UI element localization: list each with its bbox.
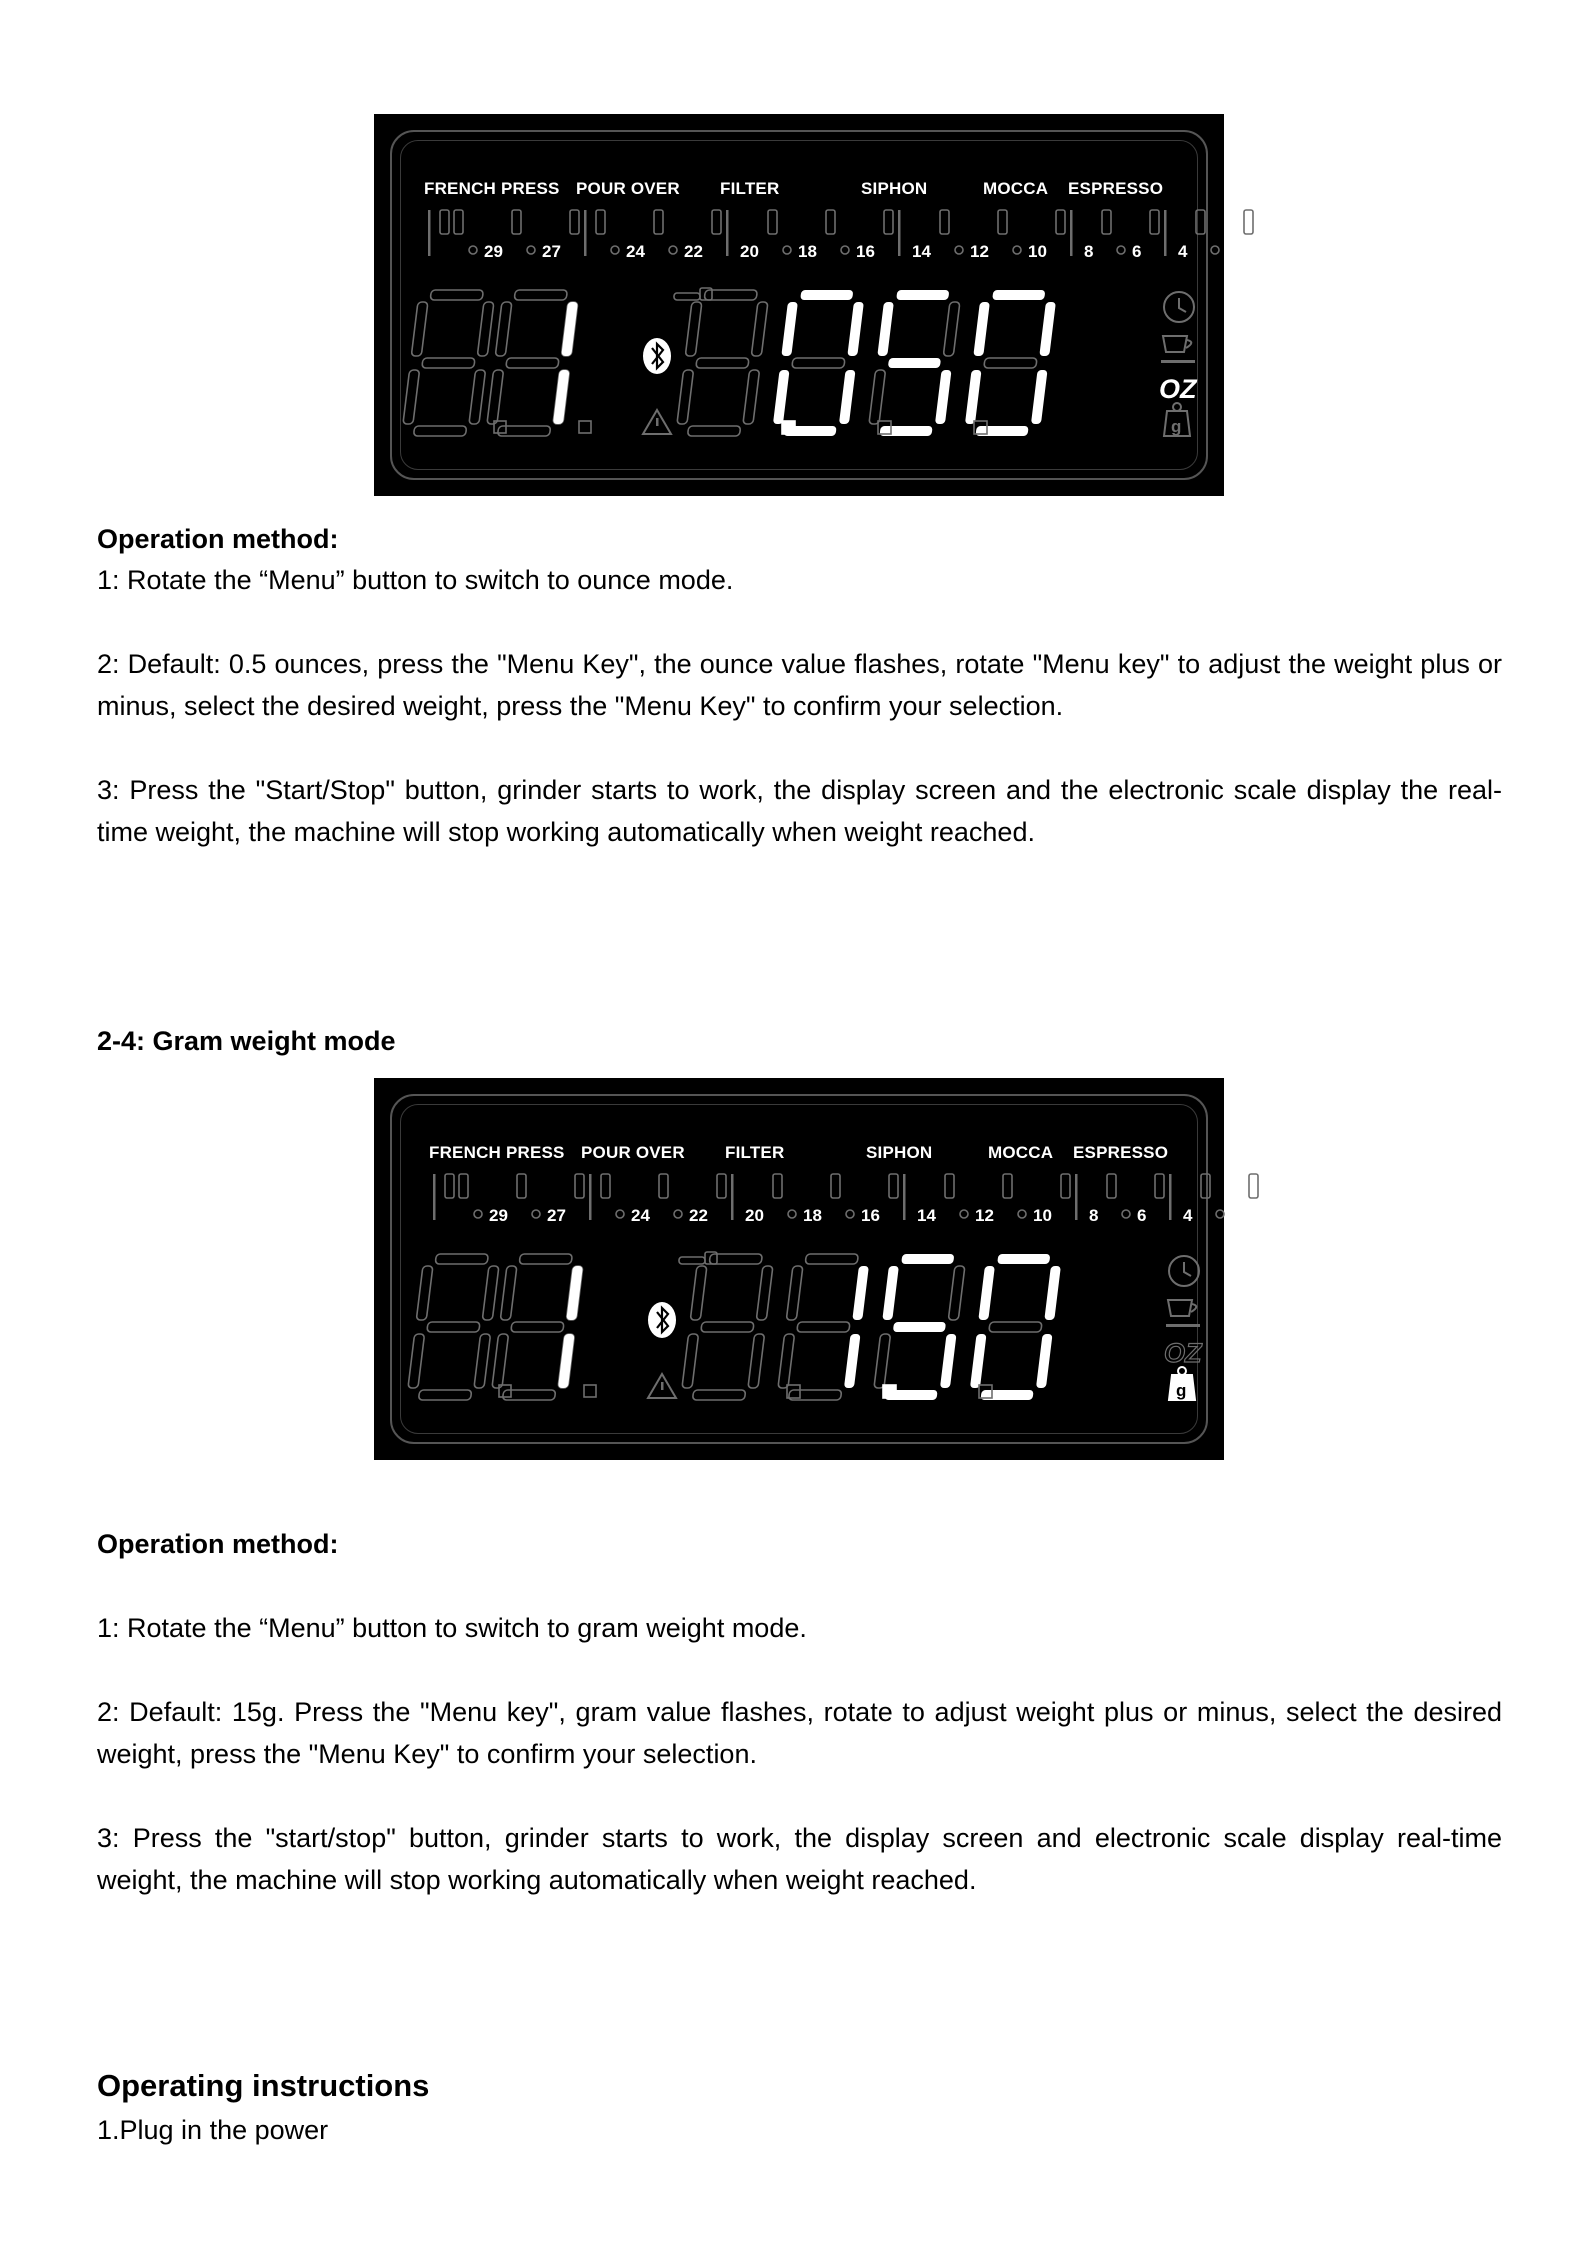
lcd-segment	[492, 1334, 509, 1388]
lcd-segment	[692, 1390, 745, 1400]
scale-number: 16	[856, 242, 875, 261]
ounce-unit-label: OZ	[1164, 1338, 1202, 1368]
gram-unit-label: g	[1176, 1381, 1187, 1400]
lcd-segment	[965, 370, 982, 424]
lcd-digit	[401, 290, 495, 436]
lcd-digit	[872, 1254, 966, 1400]
lcd-segment	[514, 290, 567, 300]
lcd-segment	[422, 358, 475, 368]
lcd-segment	[696, 358, 749, 368]
scale-number: 8	[1084, 242, 1094, 261]
lcd-display-ounce	[374, 114, 1236, 496]
lcd-label-siphon: SIPHON	[861, 179, 928, 198]
lcd-segment	[474, 1334, 491, 1388]
scale-number: 2	[1226, 242, 1236, 261]
lcd-segment	[874, 1334, 891, 1388]
lcd-segment	[997, 1254, 1050, 1264]
step-paragraph: 1: Rotate the “Menu” button to switch to ounce mode.	[97, 565, 734, 595]
lcd-segment	[800, 290, 853, 300]
scale-number: 27	[542, 242, 561, 261]
scale-number: 14	[917, 1206, 936, 1225]
lcd-segment	[792, 358, 845, 368]
scale-number: 10	[1028, 242, 1047, 261]
lcd-segment	[416, 1266, 433, 1320]
clock-icon	[1164, 292, 1194, 322]
lcd-segment	[948, 1266, 965, 1320]
scale-number: 20	[745, 1206, 764, 1225]
lcd-segment	[506, 358, 559, 368]
gram-unit-label: g	[1171, 417, 1182, 436]
lcd-digit	[406, 1254, 500, 1400]
lcd-segment	[519, 1254, 572, 1264]
scale-number: 27	[547, 1206, 566, 1225]
section-title: 2-4: Gram weight mode	[97, 1026, 396, 1056]
lcd-segment	[940, 1334, 957, 1388]
lcd-label-pour-over: POUR OVER	[581, 1143, 685, 1162]
lcd-decimal-point	[883, 1385, 896, 1398]
lcd-label-filter: FILTER	[725, 1143, 785, 1162]
lcd-reading	[374, 1078, 1224, 1460]
scale-number: 16	[861, 1206, 880, 1225]
scale-number: 6	[1132, 242, 1142, 261]
lcd-segment	[411, 302, 428, 356]
lcd-digit	[867, 290, 961, 436]
lcd-digit	[485, 290, 579, 436]
step-paragraph: 2: Default: 0.5 ounces, press the "Menu Key", the ounce value flashes, rotate "Menu key" to adjust the weight plus or minus, select the desired weight, press the "Menu Key" to confirm your selection.	[97, 649, 1502, 721]
scale-number: 20	[740, 242, 759, 261]
cup-icon	[1163, 336, 1191, 352]
lcd-segment	[685, 302, 702, 356]
lcd-segment	[943, 302, 960, 356]
lcd-segment	[844, 1334, 861, 1388]
scale-number: 18	[798, 242, 817, 261]
lcd-segment	[482, 1266, 499, 1320]
lcd-segment	[778, 1334, 795, 1388]
step-paragraph: 3: Press the "start/stop" button, grinder starts to work, the display screen and electronic scale display real-time weight, the machine will stop working automatically when weight reached.	[97, 1823, 1502, 1895]
scale-number: 12	[970, 242, 989, 261]
lcd-segment	[935, 370, 952, 424]
scale-number: 2	[1231, 1206, 1241, 1225]
lcd-segment	[992, 290, 1045, 300]
lcd-segment	[408, 1334, 425, 1388]
lcd-segment	[984, 358, 1037, 368]
lcd-segment	[413, 426, 466, 436]
lcd-segment	[690, 1266, 707, 1320]
scale-number: 12	[975, 1206, 994, 1225]
step-paragraph: 1: Rotate the “Menu” button to switch to gram weight mode.	[97, 1613, 807, 1643]
scale-tick	[1249, 1174, 1258, 1198]
lcd-segment	[869, 370, 886, 424]
lcd-segment	[495, 302, 512, 356]
portafilter-icon	[679, 1252, 717, 1264]
lcd-label-mocca: MOCCA	[988, 1143, 1054, 1162]
scale-number: 4	[1178, 242, 1188, 261]
bluetooth-icon	[643, 338, 671, 374]
bluetooth-icon	[648, 1302, 676, 1338]
lcd-segment	[430, 290, 483, 300]
scale-indicator-active	[1265, 1174, 1271, 1220]
lcd-segment	[839, 370, 856, 424]
lcd-label-french-press: FRENCH PRESS	[424, 179, 560, 198]
scale-number: 14	[912, 242, 931, 261]
lcd-label-siphon: SIPHON	[866, 1143, 933, 1162]
scale-number: 18	[803, 1206, 822, 1225]
lcd-segment	[896, 290, 949, 300]
scale-number: 24	[631, 1206, 650, 1225]
lcd-segment	[882, 1266, 899, 1320]
lcd-segment	[973, 302, 990, 356]
lcd-label-espresso: ESPRESSO	[1073, 1143, 1169, 1162]
instruction-step: 1.Plug in the power	[97, 2115, 329, 2145]
scale-indicator-active	[1260, 210, 1266, 256]
warning-icon	[648, 1374, 676, 1398]
lcd-segment	[743, 370, 760, 424]
step-paragraph: 2: Default: 15g. Press the "Menu key", gram value flashes, rotate to adjust weight plus or minus, select the desired weight, press the "Menu Key" to confirm your selection.	[97, 1697, 1502, 1769]
lcd-segment	[773, 370, 790, 424]
lcd-digit	[776, 1254, 870, 1400]
lcd-digit	[675, 290, 769, 436]
lcd-segment	[701, 1322, 754, 1332]
lcd-reading	[374, 114, 1224, 496]
portafilter-icon	[674, 288, 712, 300]
lcd-label-filter: FILTER	[720, 179, 780, 198]
lcd-segment	[1044, 1266, 1061, 1320]
lcd-segment	[786, 1266, 803, 1320]
lcd-segment	[847, 302, 864, 356]
scale-number: 22	[689, 1206, 708, 1225]
lcd-segment	[435, 1254, 488, 1264]
scale-number: 8	[1089, 1206, 1099, 1225]
lcd-digit	[680, 1254, 774, 1400]
lcd-digit	[968, 1254, 1062, 1400]
lcd-segment	[487, 370, 504, 424]
warning-icon	[643, 410, 671, 434]
lcd-segment	[418, 1390, 471, 1400]
lcd-segment	[1031, 370, 1048, 424]
lcd-digit	[963, 290, 1057, 436]
section-heading: Operation method:	[97, 524, 339, 554]
clock-icon	[1169, 1256, 1199, 1286]
lcd-segment	[1039, 302, 1056, 356]
scale-number: 4	[1183, 1206, 1193, 1225]
scale-number: 6	[1137, 1206, 1147, 1225]
lcd-digit	[771, 290, 865, 436]
scale-number: 10	[1033, 1206, 1052, 1225]
cup-icon	[1168, 1300, 1196, 1316]
lcd-segment	[970, 1334, 987, 1388]
lcd-segment	[797, 1322, 850, 1332]
scale-number: 24	[626, 242, 645, 261]
lcd-segment	[989, 1322, 1042, 1332]
lcd-segment	[781, 302, 798, 356]
lcd-segment	[511, 1322, 564, 1332]
lcd-segment	[687, 426, 740, 436]
lcd-segment	[427, 1322, 480, 1332]
lcd-label-french-press: FRENCH PRESS	[429, 1143, 565, 1162]
lcd-segment	[1036, 1334, 1053, 1388]
lcd-segment	[888, 358, 941, 368]
weight-icon	[1169, 1367, 1195, 1400]
lcd-label-mocca: MOCCA	[983, 179, 1049, 198]
lcd-label-espresso: ESPRESSO	[1068, 179, 1164, 198]
lcd-segment	[751, 302, 768, 356]
scale-tick	[1244, 210, 1253, 234]
ounce-unit-label: OZ	[1159, 374, 1197, 404]
lcd-segment	[877, 302, 894, 356]
scale-number: 29	[489, 1206, 508, 1225]
lcd-segment	[901, 1254, 954, 1264]
lcd-segment	[748, 1334, 765, 1388]
lcd-segment	[852, 1266, 869, 1320]
lcd-segment	[469, 370, 486, 424]
weight-icon	[1164, 403, 1190, 436]
lcd-decimal-point	[782, 421, 795, 434]
lcd-segment	[978, 1266, 995, 1320]
scale-number: 29	[484, 242, 503, 261]
lcd-segment	[756, 1266, 773, 1320]
lcd-segment	[893, 1322, 946, 1332]
lcd-segment	[677, 370, 694, 424]
lcd-segment	[500, 1266, 517, 1320]
step-paragraph: 3: Press the "Start/Stop" button, grinder starts to work, the display screen and the electronic scale display the real-time weight, the machine will stop working automatically when weight reached.	[97, 775, 1502, 847]
scale-number: 22	[684, 242, 703, 261]
lcd-segment	[682, 1334, 699, 1388]
lcd-label-pour-over: POUR OVER	[576, 179, 680, 198]
lcd-segment	[805, 1254, 858, 1264]
section-heading: Operation method:	[97, 1529, 339, 1559]
lcd-digit	[490, 1254, 584, 1400]
instructions-title: Operating instructions	[97, 2068, 430, 2103]
lcd-segment	[477, 302, 494, 356]
lcd-segment	[403, 370, 420, 424]
lcd-display-gram	[374, 1078, 1241, 1460]
